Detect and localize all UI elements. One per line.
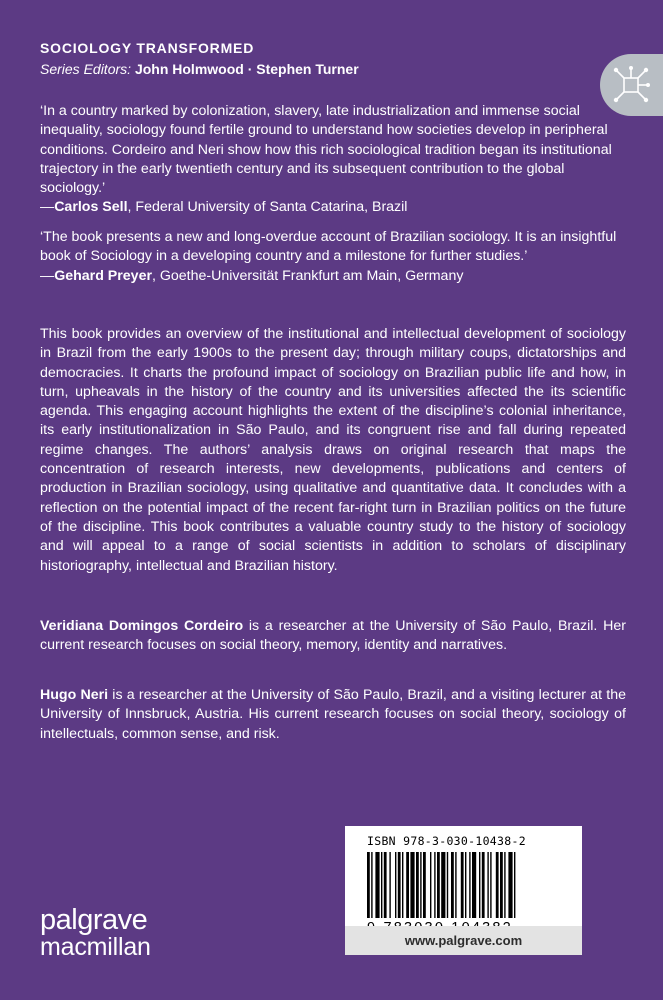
publisher-url[interactable]: www.palgrave.com (345, 926, 582, 955)
brand-line-2: macmillan (40, 933, 151, 961)
quote-author: Gehard Preyer (54, 267, 152, 284)
quote-dash: — (40, 267, 55, 284)
palgrave-network-icon (612, 66, 650, 104)
author-bio-2 (40, 686, 626, 744)
quote-text: ‘In a country marked by colonization, slavery, late industrialization and immense social inequality, sociology found fertile ground to understand how societies develop in peripheral conditions. Cordeiro and Neri show how this rich sociological tradition began its institutional trajectory in the early twentieth century and its subsequent contribution to the global sociology.’ (40, 103, 612, 197)
quote-attribution (40, 267, 626, 286)
quote-attribution (40, 198, 626, 217)
brand-line-1: palgrave (40, 904, 148, 936)
series-editors (40, 61, 359, 77)
barcode-icon (367, 852, 561, 918)
quote-dash: — (40, 199, 55, 216)
quote-affiliation: , Federal University of Santa Catarina, Brazil (127, 199, 408, 216)
bio-name: Veridiana Domingos Cordeiro (40, 618, 244, 634)
bio-name: Hugo Neri (40, 687, 109, 703)
bio-body: is a researcher at the University of São Paulo, Brazil. Her current research focuses on social theory, memory, identity and narratives. (40, 618, 626, 654)
book-description (40, 325, 626, 576)
publisher-logo (40, 906, 151, 960)
bio-text (40, 686, 626, 744)
bio-text (40, 617, 626, 656)
quote-author: Carlos Sell (54, 199, 128, 216)
series-editors-label: Series Editors: (40, 61, 132, 77)
review-quote-1 (40, 102, 626, 218)
quote-affiliation: , Goethe-Universität Frankfurt am Main, Germany (151, 267, 464, 284)
review-quote-2 (40, 228, 626, 286)
series-title: SOCIOLOGY TRANSFORMED (40, 40, 255, 56)
isbn-label: ISBN 978-3-030-10438-2 (367, 834, 526, 848)
quote-text: ‘The book presents a new and long-overdue account of Brazilian sociology. It is an insightful book of Sociology in a developing country and a milestone for further studies.’ (40, 229, 617, 265)
series-editors-names: John Holmwood · Stephen Turner (134, 61, 359, 77)
description-text: This book provides an overview of the institutional and intellectual development of sociology in Brazil from the early 1900s to the present day; through military coups, dictatorships and democracies. It charts the profound impact of sociology on Brazilian public life and how, in turn, upheavals in the history of the country and its universities affected the its scientific agenda. This engaging account highlights the extent of the discipline’s colonial inheritance, its early institutionalization in São Paulo, and its congruent rise and fall during repeated regime changes. The authors’ analysis draws on original research that maps the concentration of research interests, new developments, publications and centers of production in Brazilian sociology, using qualitative and quantitative data. It concludes with a reflection on the potential impact of the recent far-right turn in Brazilian politics on the future of the discipline. This book contributes a valuable country study to the history of sociology and will appeal to a range of social scientists in addition to scholars of disciplinary historiography, intellectual and Brazilian history. (40, 326, 626, 574)
author-bio-1 (40, 617, 626, 656)
bio-body: is a researcher at the University of São Paulo, Brazil, and a visiting lecturer at the University of Innsbruck, Austria. His current research focuses on social theory, sociology of intellectuals, common sense, and risk. (40, 687, 626, 742)
